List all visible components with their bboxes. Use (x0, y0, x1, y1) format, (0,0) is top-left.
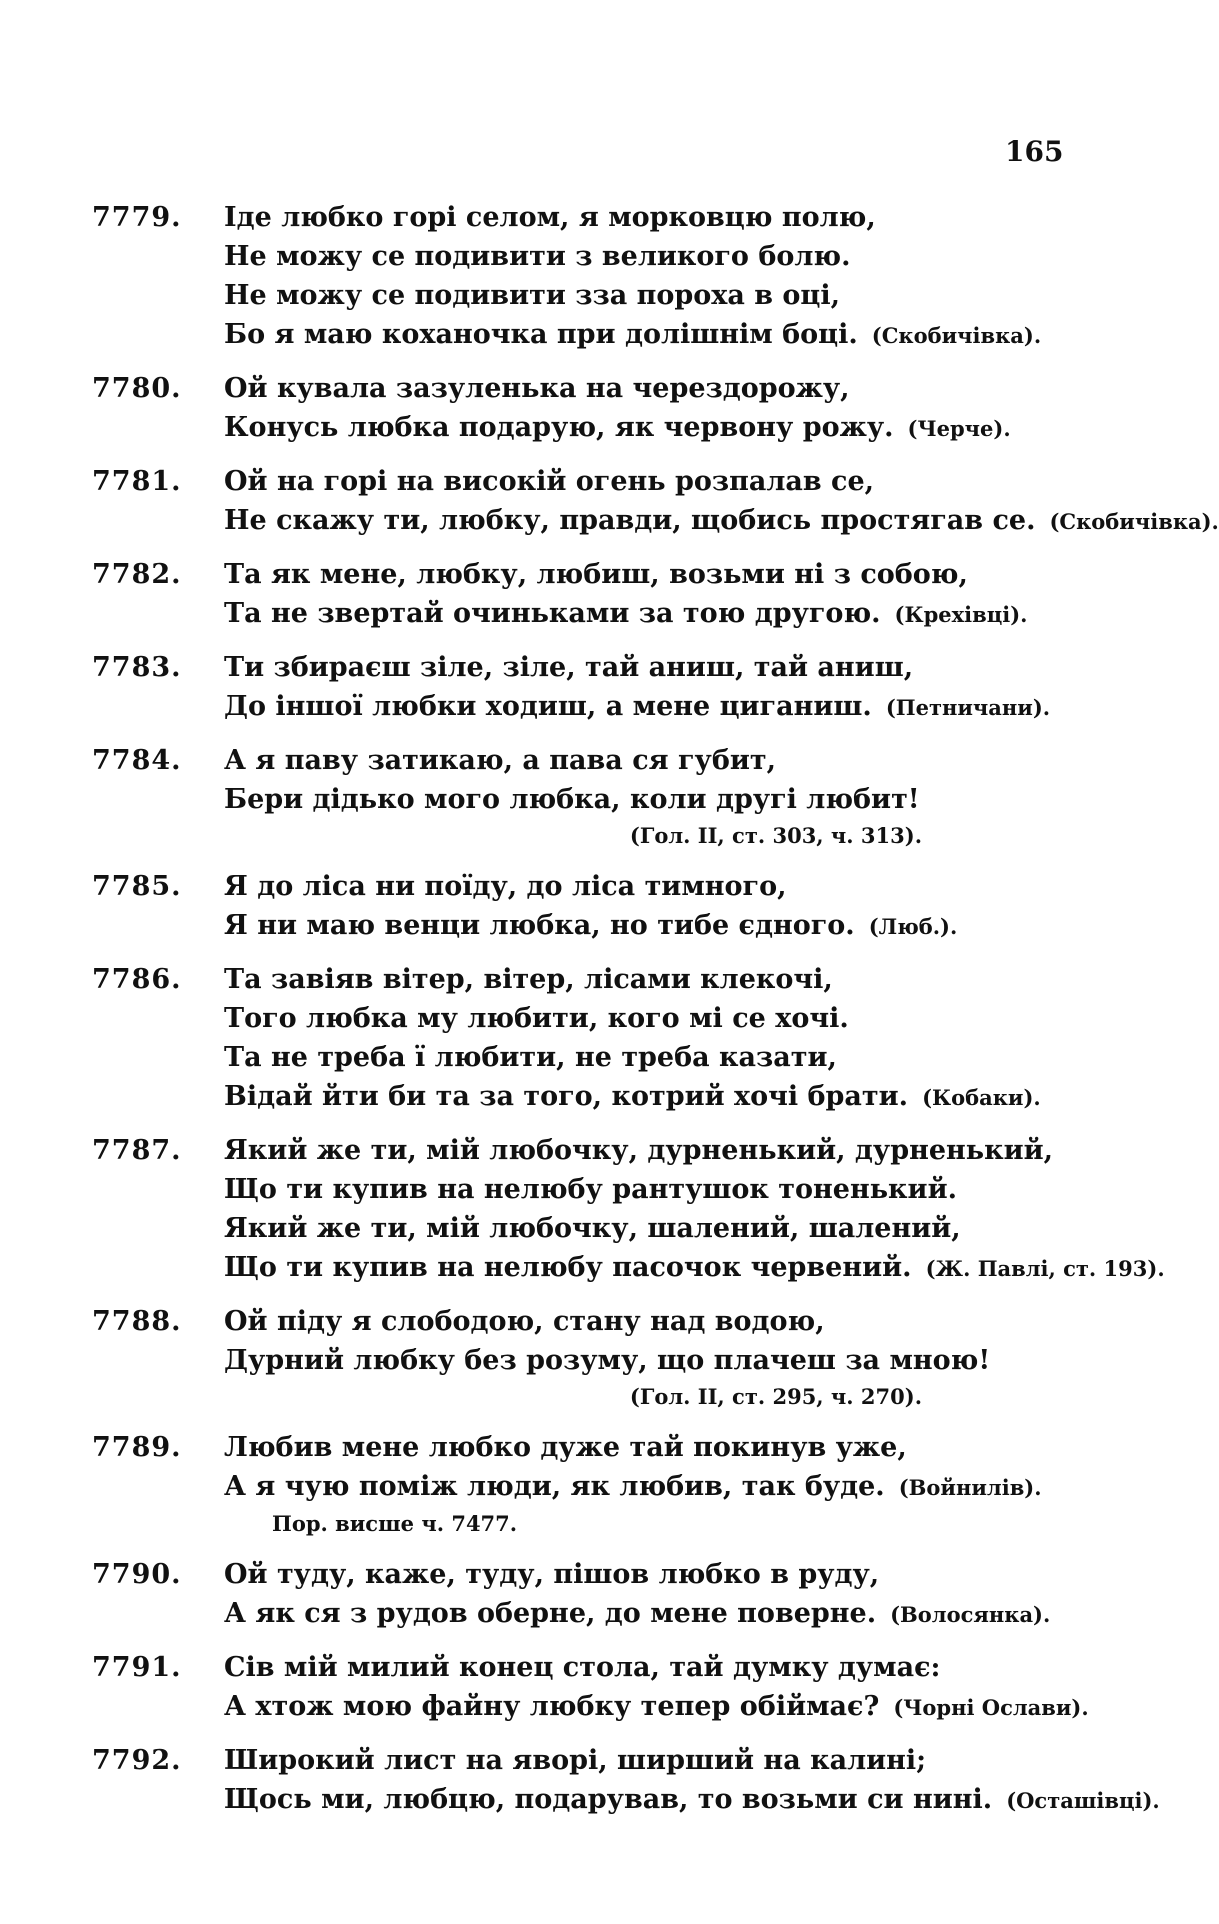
verse-line (224, 867, 1082, 906)
verse-line (224, 1780, 1160, 1820)
verse-line (224, 237, 1082, 276)
verse-text: Не скажу ти, любку, правди, щобись простягав се. (224, 505, 1036, 536)
verse-text: Що ти купив на нелюбу пасочок червений. (224, 1252, 912, 1283)
entry (92, 1428, 1082, 1541)
verse-line (224, 1077, 1082, 1117)
source-reference: (Войнилів). (898, 1475, 1042, 1500)
verse-text: Сів мій милий конец стола, тай думку думає: (224, 1652, 941, 1683)
verse-line (224, 1302, 1082, 1341)
verse-text: Любив мене любко дуже тай покинув уже, (224, 1432, 907, 1463)
entry-number: 7779. (92, 202, 182, 233)
verse-line (224, 1038, 1082, 1077)
verse-line (224, 276, 1082, 315)
entry (92, 555, 1082, 634)
entry (92, 960, 1082, 1117)
verse-line (224, 1687, 1089, 1727)
source-reference: (Крехівці). (894, 602, 1028, 627)
verse-text: Я до ліса ни поїду, до ліса тимного, (224, 871, 787, 902)
verse-text: Бери дідько мого любка, коли другі любит! (224, 784, 920, 815)
entry-verse (224, 198, 1082, 355)
source-reference: (Черче). (907, 416, 1011, 441)
verse-text: Що ти купив на нелюбу рантушок тоненький. (224, 1174, 958, 1205)
source-reference: (Ж. Павлі, ст. 193). (925, 1256, 1165, 1281)
entry-verse (224, 867, 1082, 946)
verse-line (224, 1555, 1082, 1594)
entry (92, 867, 1082, 946)
entry-number: 7784. (92, 745, 182, 776)
verse-text: Ой піду я слободою, стану над водою, (224, 1306, 825, 1337)
entry-verse (224, 1428, 1082, 1541)
verse-line (224, 1467, 1082, 1507)
verse-line (224, 1428, 1082, 1467)
entry-number: 7782. (92, 559, 182, 590)
verse-line (224, 1209, 1082, 1248)
source-reference: (Гол. II, ст. 303, ч. 313). (629, 823, 922, 848)
entry (92, 1741, 1160, 1820)
source-reference: (Волосянка). (890, 1602, 1051, 1627)
verse-text: А хтож мою файну любку тепер обіймає? (224, 1691, 880, 1722)
entry-number: 7788. (92, 1306, 182, 1337)
entry-number: 7783. (92, 652, 182, 683)
verse-text: Конусь любка подарую, як червону рожу. (224, 412, 894, 443)
verse-text: Який же ти, мій любочку, шалений, шалений, (224, 1213, 961, 1244)
source-reference: (Гол. II, ст. 295, ч. 270). (629, 1384, 922, 1409)
verse-line (224, 1741, 1082, 1780)
entry (92, 1648, 1089, 1727)
verse-text: Щось ми, любцю, подарував, то возьми си нині. (224, 1784, 993, 1815)
verse-line (224, 1170, 1082, 1209)
verse-line (224, 1248, 1165, 1288)
verse-text: Не можу се подивити зза пороха в оці, (224, 280, 841, 311)
verse-text: Того любка му любити, кого мі се хочі. (224, 1003, 849, 1034)
verse-text: До іншої любки ходиш, а мене циганиш. (224, 691, 872, 722)
verse-text: Ой туду, каже, туду, пішов любко в руду, (224, 1559, 880, 1590)
verse-text: Бо я маю коханочка при долішнім боці. (224, 319, 858, 350)
verse-line (224, 999, 1082, 1038)
verse-line (224, 1594, 1082, 1634)
verse-line (224, 555, 1082, 594)
verse-text: Ти збираєш зіле, зіле, тай аниш, тай аниш, (224, 652, 914, 683)
entry-verse (224, 648, 1082, 727)
verse-text: Іде любко горі селом, я морковцю полю, (224, 202, 876, 233)
entry-verse (224, 960, 1082, 1117)
verse-text: Я ни маю венци любка, но тибе єдного. (224, 910, 855, 941)
verse-text: А як ся з рудов оберне, до мене поверне. (224, 1598, 877, 1629)
source-reference: (Кобаки). (922, 1085, 1041, 1110)
verse-text: Дурний любку без розуму, що плачеш за мною! (224, 1345, 991, 1376)
entry (92, 648, 1082, 727)
entry (92, 1302, 1082, 1414)
entry-number: 7786. (92, 964, 182, 995)
source-reference: (Осташівці). (1006, 1788, 1160, 1813)
verse-line (224, 906, 1082, 946)
entry-verse (224, 1648, 1089, 1727)
verse-text: А я паву затикаю, а пава ся губит, (224, 745, 776, 776)
source-reference: (Петничани). (885, 695, 1051, 720)
verse-text: Та не звертай очиньками за тою другою. (224, 598, 881, 629)
entry-number: 7789. (92, 1432, 182, 1463)
entry-verse (224, 741, 1082, 853)
verse-line (224, 1131, 1082, 1170)
source-reference: (Скобичівка). (871, 323, 1042, 348)
verse-text: А я чую поміж люди, як любив, так буде. (224, 1471, 885, 1502)
entry (92, 1131, 1165, 1288)
verse-line (224, 594, 1082, 634)
entry-number: 7785. (92, 871, 182, 902)
verse-line (224, 501, 1219, 541)
entry-number: 7781. (92, 466, 182, 497)
verse-line (224, 315, 1082, 355)
verse-text: Широкий лист на яворі, ширший на калині; (224, 1745, 927, 1776)
entry-verse (224, 1302, 1082, 1414)
entry (92, 198, 1082, 355)
entry-number: 7791. (92, 1652, 182, 1683)
verse-line (224, 687, 1082, 727)
verse-line (224, 1341, 1082, 1380)
entry (92, 462, 1219, 541)
verse-line (224, 198, 1082, 237)
verse-line (224, 741, 1082, 780)
verse-text: Ой на горі на високій огень розпалав се, (224, 466, 875, 497)
source-reference: (Люб.). (868, 914, 958, 939)
entry-verse (224, 369, 1082, 448)
source-reference: (Чорні Ослави). (893, 1695, 1089, 1720)
entry-verse (224, 555, 1082, 634)
entry-verse (224, 462, 1219, 541)
entry (92, 1555, 1082, 1634)
entry-number: 7792. (92, 1745, 182, 1776)
verse-line (224, 960, 1082, 999)
entry-number: 7780. (92, 373, 182, 404)
entry-number: 7790. (92, 1559, 182, 1590)
verse-text: Та завіяв вітер, вітер, лісами клекочі, (224, 964, 833, 995)
page-number: 165 (1005, 135, 1064, 168)
entry-verse (224, 1741, 1160, 1820)
verse-text: Ой кувала зазуленька на черездорожу, (224, 373, 850, 404)
verse-text: Та як мене, любку, любиш, возьми ні з собою, (224, 559, 968, 590)
verse-line (224, 648, 1082, 687)
entry (92, 741, 1082, 853)
verse-text: Який же ти, мій любочку, дурненький, дурненький, (224, 1135, 1054, 1166)
verse-line (224, 462, 1082, 501)
verse-text: Не можу се подивити з великого болю. (224, 241, 851, 272)
verse-text: Та не треба ї любити, не треба казати, (224, 1042, 837, 1073)
verse-text: Відай йти би та за того, котрий хочі брати. (224, 1081, 909, 1112)
entries-list (92, 198, 1219, 1834)
entry-verse (224, 1555, 1082, 1634)
entry (92, 369, 1082, 448)
entry-verse (224, 1131, 1165, 1288)
verse-line (224, 780, 1082, 819)
cross-reference-note: Пор. висше ч. 7477. (272, 1511, 518, 1536)
verse-line (224, 408, 1082, 448)
entry-number: 7787. (92, 1135, 182, 1166)
verse-line (224, 1648, 1082, 1687)
source-reference: (Скобичівка). (1049, 509, 1219, 534)
verse-line (224, 369, 1082, 408)
